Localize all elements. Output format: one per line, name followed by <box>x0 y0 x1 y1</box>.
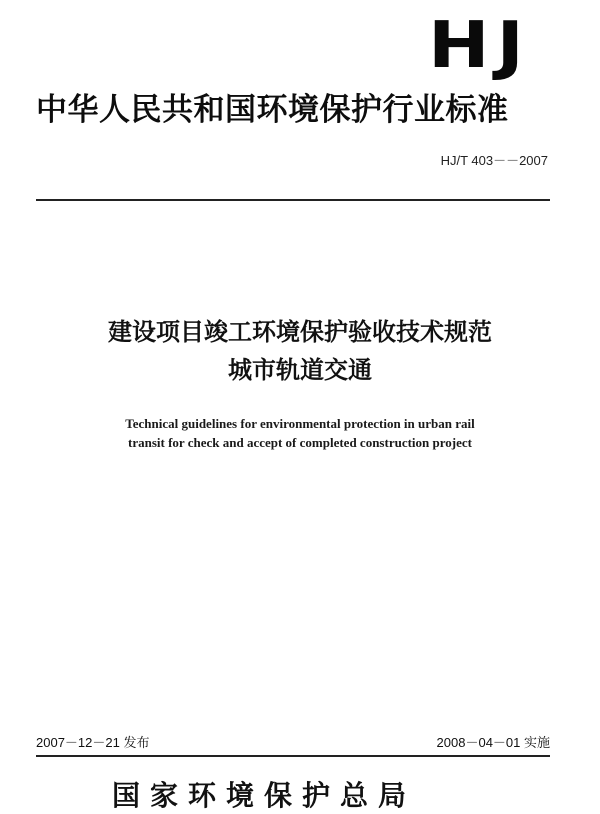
implementation-date: 2008－04－01 实施 <box>436 735 550 750</box>
header-divider <box>36 199 550 201</box>
footer-divider <box>36 755 550 757</box>
english-title-line-1: Technical guidelines for environmental protection in urban rail <box>125 416 475 431</box>
english-title <box>60 414 540 452</box>
english-title-line-2: transit for check and accept of completed construction project <box>128 435 472 450</box>
document-subtitle: 城市轨道交通 <box>228 356 372 384</box>
issue-date: 2007－12－21 发布 <box>36 735 150 750</box>
document-title: 建设项目竣工环境保护验收技术规范 <box>108 318 492 346</box>
issuing-authority: 国家环境保护总局 <box>112 779 417 812</box>
standard-category-title: 中华人民共和国环境保护行业标准 <box>36 92 509 128</box>
standard-code: HJ/T 403－－2007 <box>440 153 548 168</box>
hj-logo: HJ <box>428 9 531 83</box>
